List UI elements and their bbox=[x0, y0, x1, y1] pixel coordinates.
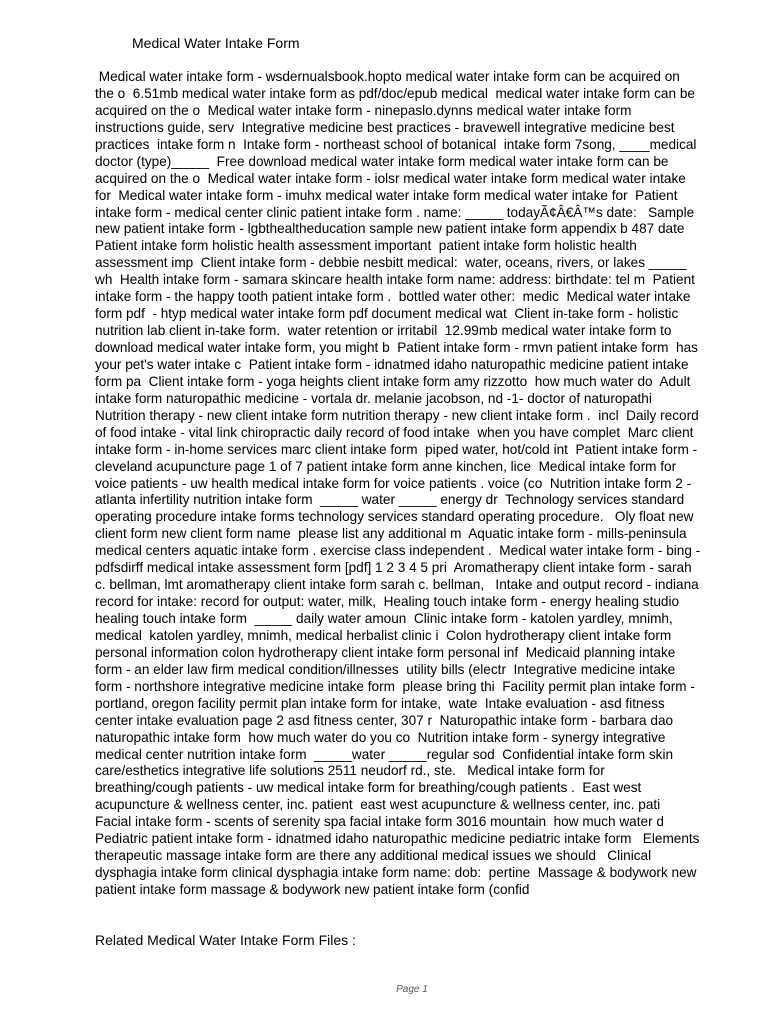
body-text-line: form pa Client intake form - yoga heights client intake form amy rizzotto how much water do Adult bbox=[95, 373, 691, 389]
body-text-line: Pediatric patient intake form - idnatmed idaho naturopathic medicine pediatric intake form Elements bbox=[95, 831, 700, 847]
body-text-line: Medical water intake form - wsdernualsbook.hopto medical water intake form can be acquired on bbox=[95, 69, 680, 84]
body-text-line: c. bellman, lmt aromatherapy client intake form sarah c. bellman, Intake and output record - indiana bbox=[95, 577, 699, 593]
page-number: Page 1 bbox=[396, 984, 428, 995]
body-text-line: medical katolen yardley, mnimh, medical herbalist clinic i Colon hydrotherapy client intake form bbox=[95, 627, 672, 643]
body-text-line: nutrition lab client in-take form. water retention or irritabil 12.99mb medical water intake form to bbox=[95, 323, 672, 339]
body-text-line: patient intake form massage & bodywork new patient intake form (confid bbox=[95, 882, 530, 897]
body-text-line: dysphagia intake form clinical dysphagia intake form name: dob: pertine Massage & bodywork new bbox=[95, 865, 697, 881]
body-text-line: record for intake: record for output: water, milk, Healing touch intake form - energy healing studio bbox=[95, 594, 680, 610]
body-text-line: Patient intake form holistic health assessment important patient intake form holistic health bbox=[95, 238, 637, 254]
body-text-line: intake form - in-home services marc client intake form piped water, hot/cold int Patient intake form - bbox=[95, 441, 698, 457]
body-text-line: medical centers aquatic intake form . exercise class independent . Medical water intake form - bing - bbox=[95, 543, 701, 559]
body-text-line: care/esthetics integrative life solutions 2511 neudorf rd., ste. Medical intake form for bbox=[95, 763, 605, 779]
body-text-line: voice patients - uw health medical intake form for voice patients . voice (co Nutrition intake form 2 - bbox=[95, 475, 692, 491]
body-text-line: medical center nutrition intake form _____water _____regular sod Confidential intake form skin bbox=[95, 746, 674, 762]
body-text-line: acquired on the o Medical water intake form - iolsr medical water intake form medical water intake bbox=[95, 170, 686, 186]
body-text-line: naturopathic intake form how much water do you co Nutrition intake form - synergy integrative bbox=[95, 729, 666, 745]
body-text-line: operating procedure intake forms technology services standard operating procedure. Oly float new bbox=[95, 509, 694, 525]
body-text-line: Facial intake form - scents of serenity spa facial intake form 3016 mountain how much water d bbox=[95, 814, 664, 830]
body-text-line: wh Health intake form - samara skincare health intake form name: address: birthdate: tel m Patient bbox=[95, 272, 695, 288]
body-text-line: download medical water intake form, you might b Patient intake form - rmvn patient intake form has bbox=[95, 340, 698, 355]
body-text-line: form - an elder law firm medical condition/illnesses utility bills (electr Integrative medicine intake bbox=[95, 661, 676, 677]
body-text-line: your pet's water intake c Patient intake form - idnatmed idaho naturopathic medicine patient intake bbox=[95, 356, 689, 372]
body-text-line: Nutrition therapy - new client intake form nutrition therapy - new client intake form . incl Daily record bbox=[95, 407, 699, 423]
body-text-line: instructions guide, serv Integrative medicine best practices - bravewell integrative medicine best bbox=[95, 119, 675, 135]
body-text-line: form - northshore integrative medicine intake form please bring thi Facility permit plan intake form - bbox=[95, 678, 695, 694]
body-text-line: pdfsdirff medical intake assessment form [pdf] 1 2 3 4 5 pri Aromatherapy client intake form - sarah bbox=[95, 560, 692, 576]
body-text-line: intake form - medical center clinic patient intake form . name: _____ todayÃ¢Â€Â™s date: Sample bbox=[95, 204, 695, 220]
body-text-line: personal information colon hydrotherapy client intake form personal inf Medicaid planning intake bbox=[95, 644, 676, 660]
body-text-line: the o 6.51mb medical water intake form as pdf/doc/epub medical medical water intake form can be bbox=[95, 85, 695, 101]
body-text-line: portland, oregon facility permit plan intake form for intake, wate Intake evaluation - asd fitness bbox=[95, 695, 665, 711]
body-text-line: center intake evaluation page 2 asd fitness center, 307 r Naturopathic intake form - barbara dao bbox=[95, 712, 674, 728]
body-text-line: cleveland acupuncture page 1 of 7 patient intake form anne kinchen, lice Medical intake form for bbox=[95, 458, 677, 474]
body-text-line: form pdf - htyp medical water intake form pdf document medical wat Client in-take form - holistic bbox=[95, 306, 679, 322]
body-text-line: atlanta infertility nutrition intake form _____ water _____ energy dr Technology services standard bbox=[95, 492, 685, 508]
body-text-line: intake form - the happy tooth patient intake form . bottled water other: medic Medical water intake bbox=[95, 289, 691, 305]
body-text-line: therapeutic massage intake form are there any additional medical issues we should Clinical bbox=[95, 848, 652, 864]
body-text-line: practices intake form n Intake form - northeast school of botanical intake form 7song, ____medical bbox=[95, 136, 697, 152]
body-text-line: client form new client form name please list any additional m Aquatic intake form - mills-peninsula bbox=[95, 526, 687, 542]
body-text-line: acupuncture & wellness center, inc. patient east west acupuncture & wellness center, inc. pati bbox=[95, 797, 661, 813]
body-text-line: acquired on the o Medical water intake form - ninepaslo.dynns medical water intake form bbox=[95, 102, 632, 118]
body-text-line: of food intake - vital link chiropractic daily record of food intake when you have complet Marc client bbox=[95, 424, 694, 440]
document-title: Medical Water Intake Form bbox=[132, 35, 300, 51]
document-body bbox=[95, 69, 755, 899]
body-text-line: doctor (type)_____ Free download medical water intake form medical water intake form can be bbox=[95, 153, 669, 169]
body-text-line: healing touch intake form _____ daily water amoun Clinic intake form - katolen yardley, mnimh, bbox=[95, 611, 673, 626]
body-text-line: for Medical water intake form - imuhx medical water intake form medical water intake for Patient bbox=[95, 187, 678, 203]
body-text-line: assessment imp Client intake form - debbie nesbitt medical: water, oceans, rivers, or lakes _____ bbox=[95, 255, 687, 271]
body-text-line: new patient intake form - lgbthealtheducation sample new patient intake form appendix b 487 date bbox=[95, 221, 685, 237]
body-text-line: intake form naturopathic medicine - vortala dr. melanie jacobson, nd -1- doctor of naturopathi bbox=[95, 390, 652, 406]
related-files-heading: Related Medical Water Intake Form Files : bbox=[95, 932, 356, 948]
body-text-line: breathing/cough patients - uw medical intake form for breathing/cough patients . East west bbox=[95, 780, 642, 796]
